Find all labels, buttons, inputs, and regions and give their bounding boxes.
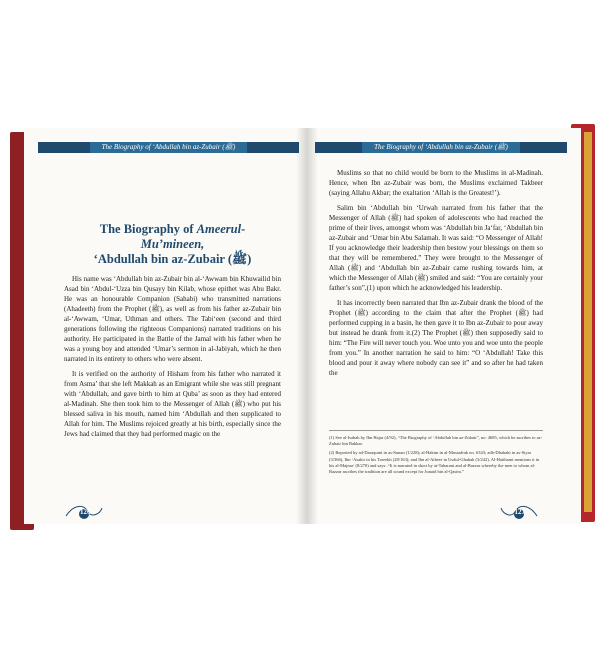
left-paragraph: It is verified on the authority of Hisham from his father who narrated it from Asma’ that she left Makkah as an Emigrant while she was still pregnant with ‘Abdullah, and gave birth to him at Quba’ as soon as they had entered al-Madinah. She then took him to the Messenger of Allah (ﷺ) who put his blessed saliva in his mouth, named him ‘Abdullah and then supplicated to Allah for him. The Muslims rejoiced greatly at his birth, especially since the Jews had claimed that they had performed magic on the: [64, 370, 281, 438]
right-page-number: 127: [514, 508, 525, 516]
right-paragraph: Muslims so that no child would be born to the Muslims in al-Madinah. Hence, when Ibn az-Zubair was born, the Muslims exclaimed Takbeer (saying Allahu Akbar; the exaltation ‘Allah is the Greatest!’).: [329, 169, 543, 197]
left-page: [24, 128, 308, 524]
open-book: [10, 124, 595, 530]
right-page: [307, 128, 581, 524]
footnote: (1) See al-Isabah by Ibn Hajar (4/92), “The Biography of ‘Abdullah bin az-Zubair”, no: 4685, which he ascribes to az-Zubair bin Bakkar.: [329, 435, 543, 447]
left-paragraph: His name was ‘Abdullah bin az-Zubair bin al-‘Awwam bin Khuwailid bin Asad bin ‘Abdul-‘Uzza bin Qusayy bin Kilab, whose epithet was Abu Bakr. He was an honourable Companion (Sahabi) who transmitted narrations (Ahadeeth) from the Prophet (ﷺ), as well as from his father az-Zubair bin al-‘Awwam, ‘Umar, Uthman and others. The Tabi‘een (second and third generations following the righteous Companions) narrated traditions on his authority. He participated in the Battle of the Jamal with his father when he was a young boy and attended ‘Umar’s sermon in al-Jabiyah, which he then narrated in its entirety to others who were absent.: [64, 275, 281, 363]
footnotes: [329, 430, 543, 478]
right-paragraph: It has incorrectly been narrated that Ibn az-Zubair drank the blood of the Prophet (ﷺ) according to the claim that after the Prophet (ﷺ) had performed cupping in a basin, he then gave it to Ibn az-Zubair to pour away but instead he drank from it.(2) The Prophet (ﷺ) then supposedly said to him: “The Fire will never touch you. Woe unto you and woe unto the people from you.” In another narration he said to him: “O ‘Abdullah! Take this blood and pour it away where nobody can see it” and so after he had taken the: [329, 299, 544, 377]
book-spine: [296, 128, 318, 524]
right-running-header: The Biography of ‘Abdullah bin az-Zubair (ﷺ): [315, 142, 567, 153]
footnote: (2) Reported by ad-Daraqutni in as-Sunan (1/228); al-Hakim in al-Mustadrak no. 6343; adh-Dhahabi in as-Siyar (3/366), Ibn ‘Asakir in his Tareekh (28/163); and Ibn al-Atheer in Usdul-Ghabah (3/242). Al-Haithami mentions it in his al-Majma‘ (8/270) and says: “It is narrated in short by at-Tabarani and al-Bazzar whereby the men to whom al-Bazzar ascribes the tradition are all sound except for Junaid bin al-Qasim.”: [329, 450, 540, 475]
chapter-title: The Biography of Ameerul-Mu’mineen, ‘Abdullah bin az-Zubair (ﷺ): [93, 222, 252, 266]
left-body-text: [64, 274, 281, 444]
left-running-header: The Biography of ‘Abdullah bin az-Zubair (ﷺ): [38, 142, 299, 153]
right-body-text: [329, 168, 543, 383]
right-paragraph: Salim bin ‘Abdullah bin ‘Urwah narrated from his father that the Messenger of Allah (ﷺ) had spoken of adolescents who had reached the prime of their lives, amongst whom was ‘Abdullah bin Ja‘far, ‘Abdullah bin az-Zubair and ‘Umar bin Abu Salamah. It was said: “O Messenger of Allah! If you acknowledge their leadership then bestow your blessings on them so that they will be remembered.” They were brought to the Messenger of Allah (ﷺ) and ‘Abdullah bin az-Zubair came rushing towards him, at which the Messenger of Allah (ﷺ) smiled and said: “You are certainly your father’s son”,(1) upon which he acknowledged his leadership.: [329, 204, 543, 292]
left-page-number: 126: [80, 508, 91, 516]
